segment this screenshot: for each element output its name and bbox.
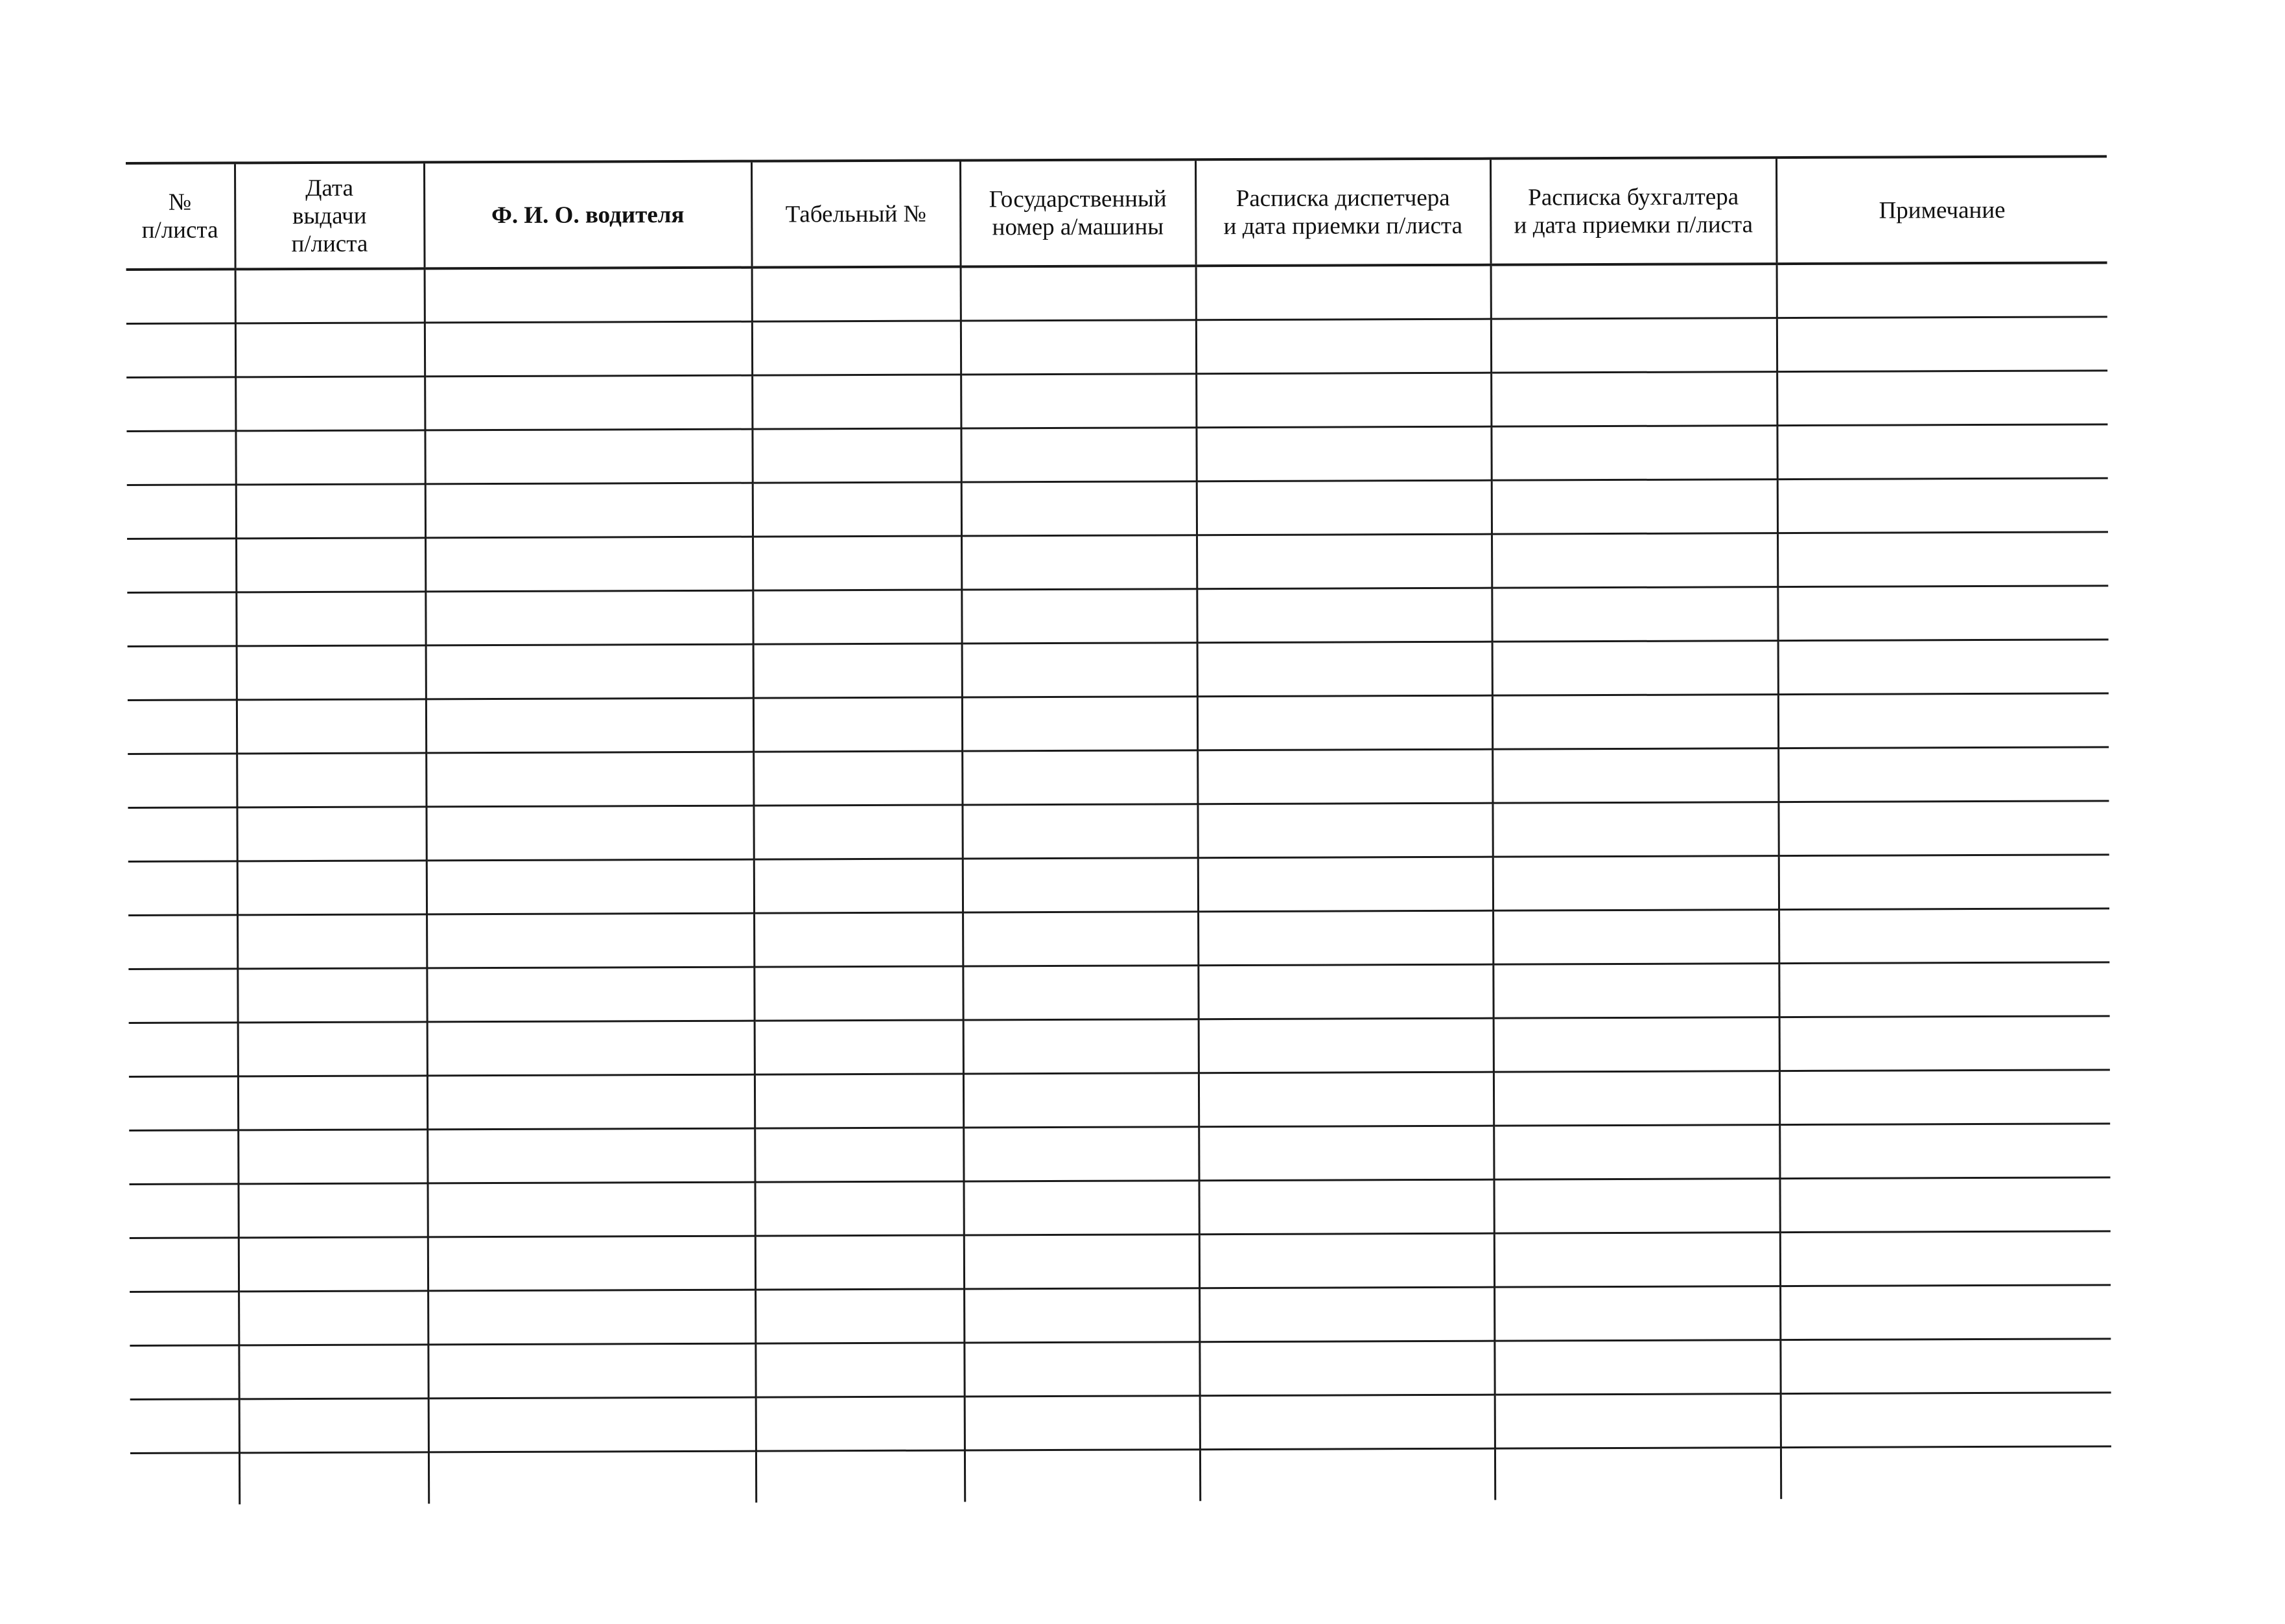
- table-cell-vehicle-plate: [963, 1127, 1199, 1181]
- table-cell-notes: [1779, 962, 2109, 1017]
- table-row: [130, 1393, 2111, 1454]
- table-cell-issue-date: [238, 1076, 427, 1130]
- table-cell-waybill-number: [130, 1345, 239, 1400]
- table-cell-driver-name: [427, 859, 754, 914]
- table-cell-vehicle-plate: [961, 481, 1197, 536]
- table-cell-personnel-number: [753, 805, 962, 859]
- table-cell-personnel-number: [753, 751, 962, 806]
- table-cell-driver-name: [425, 321, 752, 377]
- table-row: [130, 1446, 2111, 1505]
- table-row: [128, 855, 2109, 916]
- table-cell-accountant-receipt: [1491, 426, 1777, 481]
- table-cell-vehicle-plate: [961, 266, 1196, 321]
- table-cell-vehicle-plate: [961, 320, 1196, 375]
- table-cell-vehicle-plate: [964, 1342, 1199, 1397]
- table-cell-accountant-receipt: [1495, 1394, 1781, 1449]
- table-cell-waybill-number: [126, 377, 235, 432]
- table-cell-accountant-receipt: [1494, 1286, 1780, 1341]
- table-row: [130, 1339, 2111, 1400]
- table-row: [126, 424, 2107, 485]
- table-cell-dispatcher-receipt: [1199, 1341, 1494, 1396]
- table-row: [128, 693, 2109, 754]
- table-row: [127, 532, 2108, 593]
- table-cell-issue-date: [239, 1291, 428, 1345]
- table-cell-waybill-number: [126, 431, 235, 485]
- table-cell-personnel-number: [755, 1181, 964, 1236]
- table-cell-vehicle-plate: [963, 858, 1198, 912]
- table-cell-waybill-number: [127, 539, 236, 593]
- table-cell-issue-date: [236, 484, 425, 539]
- table-cell-waybill-number: [130, 1184, 239, 1238]
- table-cell-driver-name: [427, 1128, 755, 1183]
- table-row: [129, 1016, 2110, 1077]
- table-cell-waybill-number: [129, 1023, 238, 1077]
- table-cell-driver-name: [427, 913, 754, 968]
- table-row: [129, 1070, 2110, 1131]
- table-cell-notes: [1778, 801, 2109, 856]
- column-header-personnel-number: Табельный №: [751, 161, 961, 268]
- table-cell-notes: [1777, 262, 2107, 318]
- table-cell-dispatcher-receipt: [1197, 749, 1492, 804]
- table-cell-vehicle-plate: [961, 535, 1197, 590]
- table-cell-driver-name: [425, 483, 753, 538]
- table-cell-vehicle-plate: [963, 1073, 1199, 1128]
- table-cell-driver-name: [428, 1182, 755, 1237]
- table-cell-waybill-number: [128, 700, 237, 754]
- table-cell-accountant-receipt: [1492, 480, 1777, 535]
- table-cell-issue-date: [235, 268, 425, 323]
- table-cell-dispatcher-receipt: [1200, 1395, 1495, 1450]
- column-header-waybill-number: № п/листа: [126, 163, 235, 270]
- table-cell-issue-date: [235, 323, 425, 377]
- table-cell-personnel-number: [756, 1397, 965, 1451]
- table-cell-issue-date: [235, 430, 425, 485]
- table-cell-waybill-number: [128, 969, 237, 1023]
- table-row: [128, 962, 2109, 1023]
- table-cell-driver-name: [425, 590, 753, 645]
- table-row: [128, 909, 2109, 969]
- table-cell-dispatcher-receipt: [1199, 1072, 1494, 1127]
- column-header-dispatcher-receipt: Расписка диспетчера и дата приемки п/листа: [1195, 159, 1491, 266]
- table-cell-dispatcher-receipt: [1197, 803, 1492, 858]
- table-cell-accountant-receipt: [1494, 1179, 1779, 1234]
- table-cell-accountant-receipt: [1492, 748, 1778, 804]
- table-cell-waybill-number: [126, 323, 235, 378]
- table-cell-personnel-number: [755, 1289, 964, 1343]
- table-cell-vehicle-plate: [961, 428, 1196, 482]
- table-cell-notes: [1780, 1285, 2111, 1340]
- table-row: [128, 640, 2109, 701]
- table-cell-waybill-number: [127, 592, 236, 647]
- table-cell-waybill-number: [130, 1238, 239, 1292]
- table-cell-waybill-number: [128, 646, 237, 701]
- table-cell-waybill-number: [128, 807, 237, 862]
- table-cell-personnel-number: [752, 267, 961, 322]
- table-cell-dispatcher-receipt: [1199, 1233, 1494, 1288]
- table-cell-accountant-receipt: [1493, 910, 1779, 965]
- table-cell-notes: [1778, 747, 2109, 802]
- table-cell-waybill-number: [130, 1453, 239, 1505]
- table-cell-accountant-receipt: [1491, 372, 1777, 427]
- table-cell-personnel-number: [754, 859, 963, 913]
- table-cell-issue-date: [239, 1398, 428, 1453]
- table-cell-dispatcher-receipt: [1196, 265, 1491, 320]
- table-cell-personnel-number: [756, 1450, 965, 1503]
- table-cell-personnel-number: [755, 1343, 964, 1397]
- table-cell-driver-name: [425, 537, 753, 592]
- table-cell-dispatcher-receipt: [1196, 426, 1491, 481]
- table-cell-issue-date: [237, 807, 426, 861]
- table-row: [130, 1285, 2111, 1346]
- table-cell-dispatcher-receipt: [1196, 373, 1491, 428]
- table-cell-driver-name: [425, 268, 752, 323]
- table-cell-dispatcher-receipt: [1197, 695, 1492, 750]
- table-cell-waybill-number: [128, 754, 237, 808]
- table-cell-dispatcher-receipt: [1200, 1448, 1495, 1501]
- table-cell-dispatcher-receipt: [1197, 642, 1492, 697]
- table-cell-notes: [1777, 532, 2108, 587]
- table-cell-notes: [1780, 1339, 2111, 1394]
- table-cell-driver-name: [426, 698, 753, 753]
- table-cell-accountant-receipt: [1491, 264, 1777, 319]
- column-header-issue-date: Дата выдачи п/листа: [235, 162, 425, 269]
- table-cell-accountant-receipt: [1494, 1233, 1780, 1288]
- table-cell-accountant-receipt: [1492, 695, 1778, 750]
- table-cell-notes: [1777, 424, 2107, 480]
- table-cell-waybill-number: [126, 269, 235, 323]
- table-row: [130, 1231, 2111, 1292]
- table-cell-notes: [1777, 586, 2108, 641]
- table-cell-waybill-number: [127, 485, 236, 539]
- table-cell-personnel-number: [752, 375, 961, 429]
- table-row: [130, 1177, 2111, 1238]
- table-cell-driver-name: [427, 1021, 755, 1076]
- table-cell-personnel-number: [754, 912, 963, 967]
- table-cell-waybill-number: [129, 1130, 238, 1185]
- table-cell-accountant-receipt: [1492, 533, 1777, 588]
- table-cell-vehicle-plate: [963, 912, 1198, 966]
- table-cell-dispatcher-receipt: [1199, 1126, 1494, 1181]
- table-cell-driver-name: [428, 1290, 755, 1345]
- table-cell-dispatcher-receipt: [1199, 1018, 1494, 1073]
- table-cell-personnel-number: [755, 1128, 963, 1182]
- table-cell-issue-date: [237, 968, 427, 1023]
- table-cell-driver-name: [428, 1236, 755, 1291]
- table-cell-dispatcher-receipt: [1196, 319, 1491, 374]
- table-cell-notes: [1780, 1231, 2111, 1286]
- header-row: [126, 156, 2107, 270]
- table-cell-vehicle-plate: [963, 1019, 1199, 1074]
- table-cell-vehicle-plate: [962, 804, 1197, 859]
- table-cell-issue-date: [237, 914, 427, 969]
- table-row: [126, 371, 2107, 432]
- table-row: [128, 747, 2109, 808]
- table-cell-accountant-receipt: [1493, 964, 1779, 1019]
- table-cell-dispatcher-receipt: [1199, 1179, 1494, 1235]
- table-cell-vehicle-plate: [962, 750, 1197, 805]
- table-cell-notes: [1778, 640, 2109, 695]
- table-cell-driver-name: [428, 1343, 755, 1398]
- table-cell-accountant-receipt: [1492, 802, 1778, 857]
- table-cell-issue-date: [237, 753, 426, 807]
- table-cell-dispatcher-receipt: [1199, 1287, 1494, 1342]
- table-cell-issue-date: [237, 861, 427, 915]
- table-cell-issue-date: [237, 699, 426, 754]
- table-row: [127, 586, 2108, 647]
- table-cell-dispatcher-receipt: [1198, 911, 1493, 966]
- table-row: [129, 1124, 2110, 1185]
- table-cell-waybill-number: [128, 915, 237, 969]
- table-cell-waybill-number: [128, 861, 237, 916]
- table-cell-vehicle-plate: [965, 1396, 1200, 1450]
- table-cell-driver-name: [427, 967, 754, 1022]
- table-body: [126, 262, 2112, 1505]
- table-cell-accountant-receipt: [1491, 318, 1777, 373]
- table-cell-vehicle-plate: [964, 1235, 1199, 1289]
- table-cell-vehicle-plate: [962, 643, 1197, 697]
- table-cell-issue-date: [239, 1183, 428, 1238]
- table-row: [127, 478, 2108, 539]
- table-cell-accountant-receipt: [1495, 1448, 1781, 1500]
- table-cell-accountant-receipt: [1493, 856, 1779, 911]
- table-cell-issue-date: [236, 538, 425, 592]
- table-cell-dispatcher-receipt: [1197, 480, 1492, 535]
- table-cell-personnel-number: [752, 321, 961, 375]
- table-cell-issue-date: [235, 377, 425, 431]
- table-cell-waybill-number: [129, 1076, 238, 1131]
- table-cell-driver-name: [425, 429, 752, 484]
- table-row: [128, 801, 2109, 862]
- table-cell-personnel-number: [753, 697, 962, 752]
- table-cell-driver-name: [427, 1074, 755, 1130]
- table-cell-vehicle-plate: [963, 1181, 1199, 1235]
- table-cell-dispatcher-receipt: [1197, 534, 1492, 589]
- table-cell-accountant-receipt: [1494, 1340, 1780, 1395]
- table-cell-dispatcher-receipt: [1198, 857, 1493, 912]
- table-cell-personnel-number: [753, 644, 962, 698]
- table-cell-waybill-number: [130, 1292, 239, 1346]
- table-cell-driver-name: [428, 1397, 756, 1452]
- table-cell-driver-name: [426, 752, 753, 807]
- table-cell-issue-date: [238, 1130, 427, 1184]
- table-cell-vehicle-plate: [965, 1450, 1200, 1502]
- table-row: [126, 262, 2107, 323]
- table-cell-notes: [1777, 317, 2107, 372]
- table-cell-notes: [1781, 1393, 2111, 1448]
- table-cell-dispatcher-receipt: [1197, 588, 1492, 643]
- table-cell-accountant-receipt: [1494, 1125, 1779, 1180]
- table-cell-notes: [1779, 1177, 2110, 1233]
- table-cell-issue-date: [238, 1022, 427, 1076]
- table-cell-issue-date: [239, 1345, 428, 1399]
- table-cell-issue-date: [239, 1452, 428, 1505]
- table-cell-vehicle-plate: [961, 374, 1196, 428]
- table-cell-driver-name: [426, 806, 753, 861]
- table-cell-personnel-number: [753, 536, 961, 590]
- table-row: [126, 317, 2107, 378]
- table-cell-notes: [1779, 1070, 2110, 1125]
- column-header-vehicle-plate: Государственный номер а/машины: [960, 159, 1196, 266]
- table-cell-vehicle-plate: [962, 697, 1197, 751]
- table-cell-driver-name: [428, 1451, 756, 1503]
- table-cell-personnel-number: [754, 966, 963, 1021]
- table-cell-personnel-number: [753, 482, 961, 537]
- waybill-register-table: [126, 155, 2111, 1505]
- table-cell-issue-date: [239, 1237, 428, 1292]
- table-cell-notes: [1778, 693, 2109, 748]
- table-cell-accountant-receipt: [1494, 1071, 1779, 1126]
- table-cell-notes: [1781, 1446, 2111, 1499]
- table-cell-personnel-number: [753, 590, 961, 644]
- table-cell-vehicle-plate: [963, 966, 1198, 1020]
- table-cell-personnel-number: [755, 1235, 964, 1290]
- table-cell-notes: [1777, 478, 2108, 533]
- table-cell-personnel-number: [755, 1074, 963, 1128]
- column-header-driver-name: Ф. И. О. водителя: [424, 161, 752, 269]
- table-cell-driver-name: [425, 375, 752, 430]
- table-cell-vehicle-plate: [961, 589, 1197, 644]
- table-cell-notes: [1779, 909, 2109, 964]
- table-cell-issue-date: [236, 592, 425, 646]
- table-cell-vehicle-plate: [964, 1288, 1199, 1343]
- table-cell-notes: [1777, 371, 2107, 426]
- table-cell-accountant-receipt: [1492, 587, 1777, 642]
- table-cell-dispatcher-receipt: [1198, 964, 1493, 1019]
- table-cell-notes: [1779, 855, 2109, 910]
- table-cell-notes: [1779, 1124, 2110, 1179]
- column-header-notes: Примечание: [1776, 156, 2107, 264]
- table-cell-driver-name: [426, 644, 753, 699]
- column-header-accountant-receipt: Расписка бухгалтера и дата приемки п/листа: [1490, 157, 1777, 265]
- table-cell-personnel-number: [752, 428, 961, 483]
- table-cell-accountant-receipt: [1494, 1017, 1779, 1073]
- table-cell-waybill-number: [130, 1399, 239, 1454]
- table-cell-accountant-receipt: [1492, 641, 1778, 696]
- table-cell-notes: [1779, 1016, 2110, 1071]
- table-cell-personnel-number: [755, 1020, 963, 1074]
- table-cell-issue-date: [237, 645, 426, 700]
